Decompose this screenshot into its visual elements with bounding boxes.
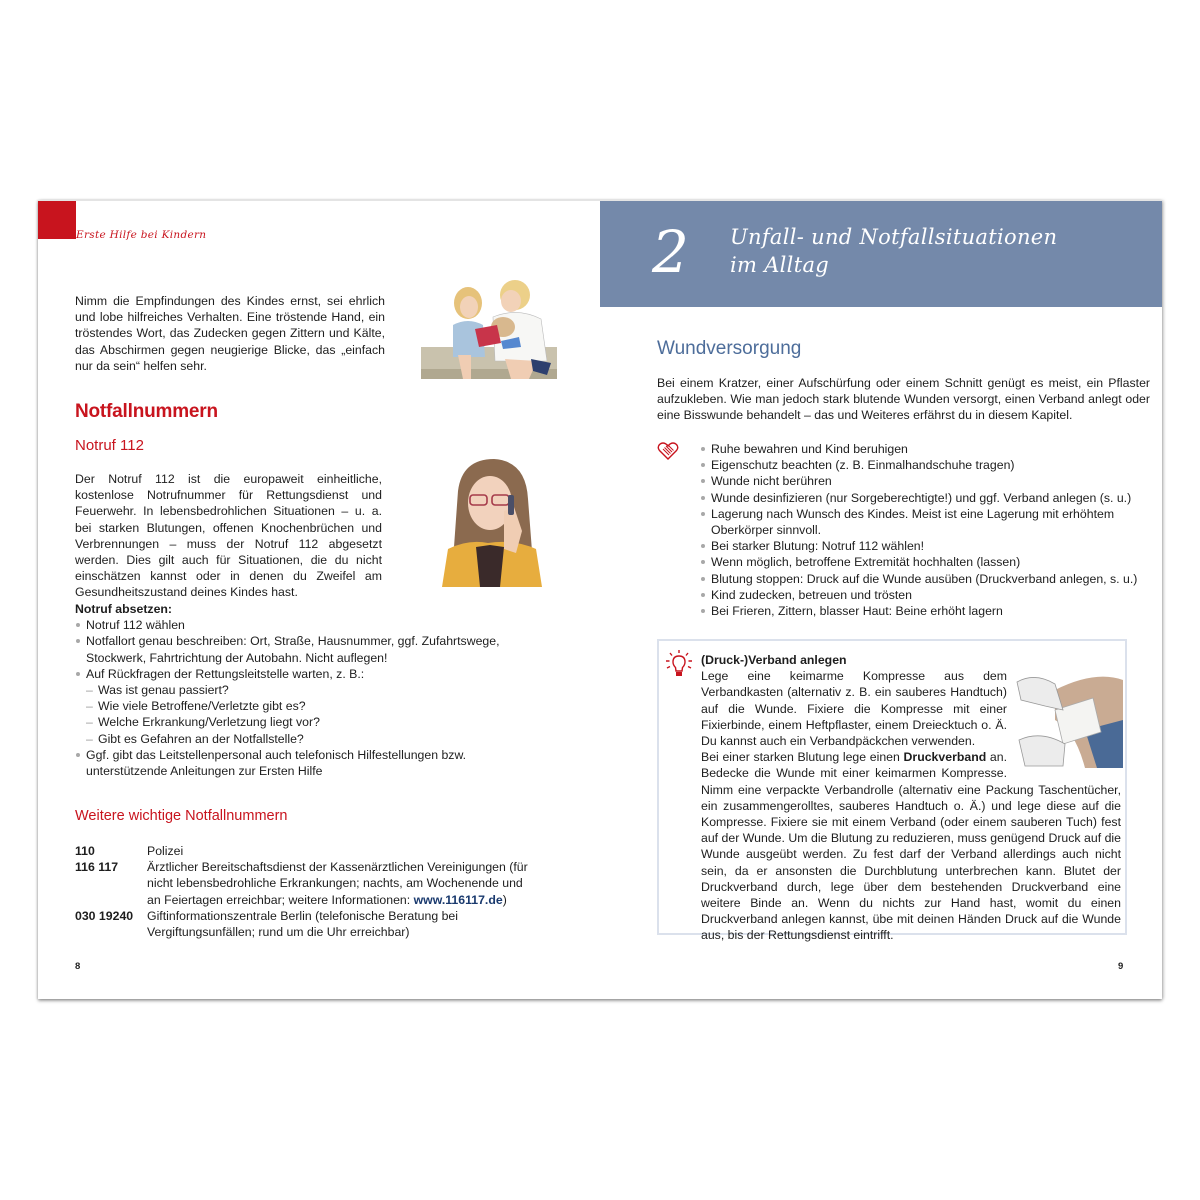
page-number-right: 9	[1118, 961, 1124, 972]
wundversorgung-intro: Bei einem Kratzer, einer Aufschürfung oder einem Schnitt genügt es meist, ein Pflaster aufzukleben. Wie man jedoch stark blutende Wunden versorgt, einen Verband anlegt oder eine Bisswunde behandelt – das und Weiteres erfährst du in diesem Kapitel.	[657, 376, 1150, 423]
list-subitem: – Was ist genau passiert?	[75, 682, 525, 698]
number-description: Polizei	[147, 844, 184, 858]
list-item: Bei starker Blutung: Notruf 112 wählen!	[700, 538, 1150, 554]
heart-hands-icon	[657, 441, 679, 461]
chapter-header-band	[600, 201, 1162, 307]
number-description	[147, 859, 535, 908]
table-row	[75, 908, 535, 940]
list-item: Ruhe bewahren und Kind beruhigen	[700, 441, 1150, 457]
phone-number: 110	[75, 844, 95, 858]
list-item: Notruf 112 wählen	[75, 617, 525, 633]
phone-number: 116 117	[75, 860, 119, 875]
emergency-numbers-table	[75, 843, 535, 940]
notruf-absetzen-section	[75, 601, 525, 779]
list-item: Lagerung nach Wunsch des Kindes. Meist ist eine Lagerung mit erhöhtem Oberkörper sinnvoll.	[700, 506, 1150, 538]
subheading-notruf-112: Notruf 112	[75, 437, 144, 454]
list-item: Bei Frieren, Zittern, blasser Haut: Beine erhöht lagern	[700, 603, 1150, 619]
description-text: Ärztlicher Bereitschaftsdienst der Kassenärztlichen Vereinigungen (für nicht lebensbedrohliche Erkrankungen; nachts, am Wochenende und an Feiertagen erreichbar; weitere Informationen:	[147, 860, 528, 907]
list-item: Notfallort genau beschreiben: Ort, Straße, Hausnummer, ggf. Zufahrtswege, Stockwerk, Fahrtrichtung der Autobahn. Nicht auflegen!	[75, 633, 525, 665]
bandage-illustration	[1015, 670, 1125, 768]
list-item: Wenn möglich, betroffene Extremität hochhalten (lassen)	[700, 554, 1150, 570]
chapter-title	[730, 223, 1057, 279]
notruf-paragraph: Der Notruf 112 ist die europaweit einheitliche, kostenlose Notrufnummer für Rettungsdienst und Feuerwehr. In lebensbedrohlichen Situationen – u. a. bei starken Blutungen, offenen Knochenbrüchen und Verbrennungen – muss der Notruf 112 abgesetzt werden. Dies gilt auch für Situationen, die du nicht einschätzen kannst oder in denen du Zweifel am Gesundheitszustand deines Kindes hast.	[75, 472, 382, 600]
heading-notfallnummern: Notfallnummern	[75, 401, 218, 422]
running-head: Erste Hilfe bei Kindern	[76, 229, 207, 241]
chapter-title-line-1: Unfall- und Notfallsituationen	[730, 225, 1058, 249]
website-link[interactable]: www.116117.de	[413, 892, 503, 907]
number-description: Giftinformationszentrale Berlin (telefonische Beratung bei Vergiftungsunfällen; rund um die Uhr erreichbar)	[147, 908, 459, 940]
chapter-number: 2	[652, 218, 689, 286]
table-row	[75, 843, 535, 859]
info-box-verband	[657, 639, 1127, 943]
list-item: Kind zudecken, betreuen und trösten	[700, 587, 1150, 603]
intro-paragraph: Nimm die Empfindungen des Kindes ernst, sei ehrlich und lobe hilfreiches Verhalten. Eine tröstende Hand, ein tröstendes Wort, das Zudecken gegen Zittern und Kälte, das Abschirmen gegen neugierige Blicke, das „einfach nur da sein“ helfen sehr.	[75, 294, 385, 373]
heading-wundversorgung: Wundversorgung	[657, 338, 802, 359]
list-item: Wunde desinfizieren (nur Sorgeberechtigte!) und ggf. Verband anlegen (s. u.)	[700, 490, 1150, 506]
info-box-content	[701, 652, 1121, 944]
description-closing: )	[502, 892, 507, 907]
chapter-title-line-2: im Alltag	[730, 253, 830, 277]
mother-child-illustration	[413, 275, 565, 383]
wundversorgung-checklist	[700, 441, 1150, 619]
phone-number: 030 19240	[75, 908, 134, 923]
info-box-title: (Druck-)Verband anlegen	[701, 653, 847, 667]
list-subitem: – Gibt es Gefahren an der Notfallstelle?	[75, 731, 525, 747]
para2-rest: an. Bedecke die Wunde mit einer keimarmen Kompresse. Nimm eine verpackte Verbandrolle (alternativ eine Packung Taschentücher, ein zusammengerolltes, sauberes Handtuch o. Ä.) und lege diese auf die Kompresse. Fixiere sie mit einem Verband (oder einem sauberen Tuch) fest auf der Wunde. Um die Blutung zu reduzieren, muss genügend Druck auf die Wunde ausgeübt werden. Zu fest darf der Verband allerdings auch nicht sein, da er ansonsten die Durchblutung unterbrechen kann. Blutet der Druckverband durch, lege über dem bestehenden Druckverband eine weitere Binde an. Wenn du nichts zur Hand hast, womit du einen Druckverband anlegen kannst, übe mit deinen Händen Druck auf die Wunde aus, bis der Rettungsdienst eintrifft.	[701, 750, 1121, 943]
absetzen-title: Notruf absetzen:	[75, 602, 173, 616]
table-row	[75, 859, 535, 908]
left-page	[38, 201, 600, 999]
list-item: Wunde nicht berühren	[700, 473, 1150, 489]
book-spread	[38, 200, 1162, 999]
woman-on-phone-illustration	[428, 451, 558, 591]
absetzen-list	[75, 617, 525, 779]
heading-weitere-notfallnummern: Weitere wichtige Notfallnummern	[75, 808, 288, 824]
list-subitem: – Welche Erkrankung/Verletzung liegt vor?	[75, 714, 525, 730]
right-page	[600, 201, 1162, 999]
chapter-marker	[38, 201, 76, 239]
info-box-paragraph-1: Lege eine keimarme Kompresse aus dem Verbandkasten (alternativ z. B. ein sauberes Handtuch) auf die Wunde. Fixiere die Kompresse mit einer Fixierbinde, einem Heftpflaster, einem Dreiecktuch o. Ä. Du kannst auch ein Verbandpäckchen verwenden.	[701, 669, 1007, 749]
info-box-paragraph-2	[701, 749, 1121, 943]
list-item: Blutung stoppen: Druck auf die Wunde ausüben (Druckverband anlegen, s. u.)	[700, 571, 1150, 587]
para2-start: Bei einer starken Blutung lege einen	[701, 750, 904, 765]
list-item: Eigenschutz beachten (z. B. Einmalhandschuhe tragen)	[700, 457, 1150, 473]
lightbulb-icon	[665, 649, 693, 679]
list-item: Ggf. gibt das Leitstellenpersonal auch telefonisch Hilfestellungen bzw. unterstützende Anleitungen zur Ersten Hilfe	[75, 747, 525, 779]
druckverband-bold: Druckverband	[903, 750, 987, 765]
page-number-left: 8	[75, 961, 81, 972]
list-subitem: – Wie viele Betroffene/Verletzte gibt es?	[75, 698, 525, 714]
list-item: Auf Rückfragen der Rettungsleitstelle warten, z. B.:	[75, 666, 525, 682]
